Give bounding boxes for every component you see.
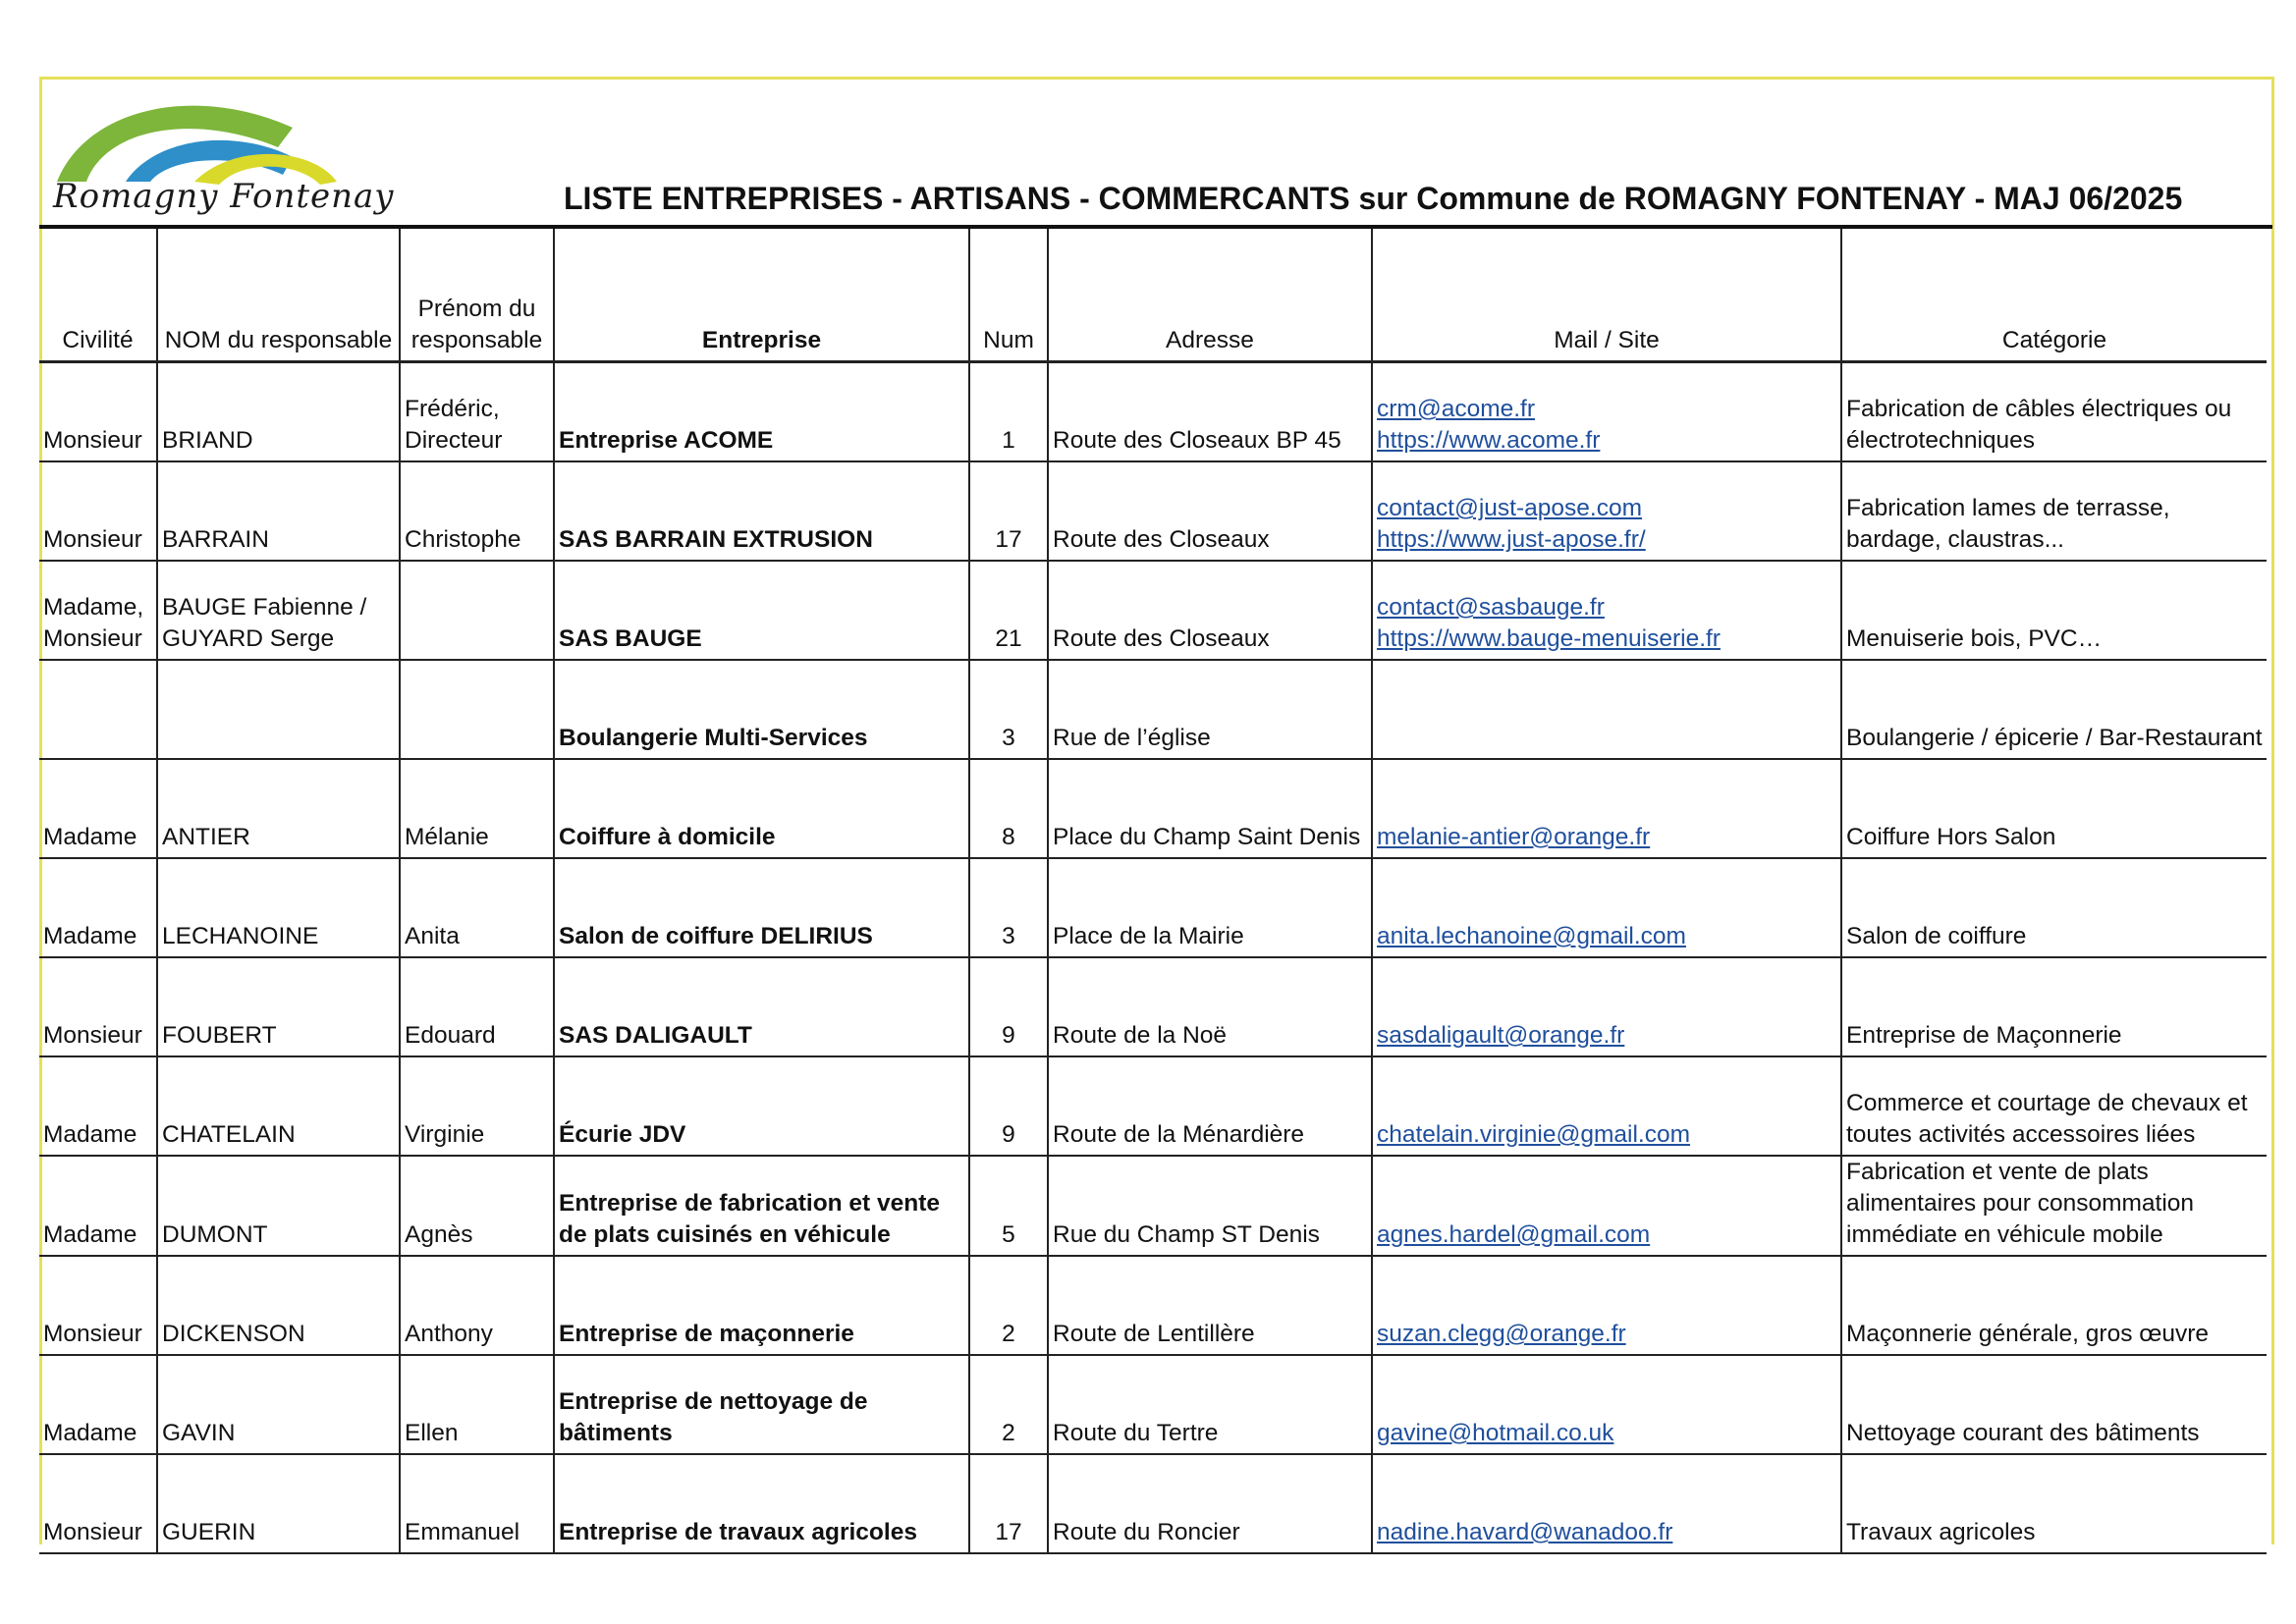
cell-adresse: Route des Closeaux (1048, 461, 1372, 561)
cell-civilite: Madame (39, 1056, 157, 1156)
cell-civilite: Monsieur (39, 1256, 157, 1355)
cell-prenom: Christophe (400, 461, 554, 561)
email-link[interactable]: agnes.hardel@gmail.com (1377, 1221, 1651, 1248)
table-row (39, 362, 2267, 462)
cell-categorie: Entreprise de Maçonnerie (1841, 957, 2267, 1056)
col-header-nom: NOM du responsable (157, 229, 400, 362)
cell-num: 17 (969, 461, 1048, 561)
cell-mail-site (1372, 1355, 1841, 1454)
cell-entreprise: SAS BAUGE (554, 561, 969, 660)
cell-entreprise: Salon de coiffure DELIRIUS (554, 858, 969, 957)
cell-num: 5 (969, 1156, 1048, 1256)
cell-categorie: Fabrication et vente de plats alimentaires pour consommation immédiate en véhicule mobile (1841, 1156, 2267, 1256)
cell-nom: BARRAIN (157, 461, 400, 561)
cell-prenom (400, 660, 554, 759)
cell-nom: GAVIN (157, 1355, 400, 1454)
cell-adresse: Place de la Mairie (1048, 858, 1372, 957)
cell-mail-site (1372, 957, 1841, 1056)
cell-num: 21 (969, 561, 1048, 660)
cell-num: 2 (969, 1256, 1048, 1355)
cell-nom: ANTIER (157, 759, 400, 858)
table-row (39, 759, 2267, 858)
cell-entreprise: Entreprise ACOME (554, 362, 969, 462)
cell-adresse: Route du Roncier (1048, 1454, 1372, 1553)
cell-adresse: Route de la Noë (1048, 957, 1372, 1056)
table-row (39, 461, 2267, 561)
cell-mail-site (1372, 759, 1841, 858)
cell-civilite: Monsieur (39, 461, 157, 561)
cell-categorie: Boulangerie / épicerie / Bar-Restaurant (1841, 660, 2267, 759)
cell-mail-site (1372, 362, 1841, 462)
website-link[interactable]: https://www.just-apose.fr/ (1377, 526, 1646, 553)
logo-text: Romagny Fontenay (53, 177, 395, 216)
cell-categorie: Menuiserie bois, PVC… (1841, 561, 2267, 660)
email-link[interactable]: nadine.havard@wanadoo.fr (1377, 1519, 1673, 1545)
table-row (39, 957, 2267, 1056)
cell-nom (157, 660, 400, 759)
cell-nom: CHATELAIN (157, 1056, 400, 1156)
email-link[interactable]: melanie-antier@orange.fr (1377, 824, 1651, 850)
table-row (39, 858, 2267, 957)
cell-civilite: Madame (39, 1355, 157, 1454)
cell-prenom: Frédéric, Directeur (400, 362, 554, 462)
cell-num: 3 (969, 858, 1048, 957)
email-link[interactable]: suzan.clegg@orange.fr (1377, 1321, 1626, 1347)
cell-categorie: Maçonnerie générale, gros œuvre (1841, 1256, 2267, 1355)
cell-entreprise: Entreprise de fabrication et vente de plats cuisinés en véhicule (554, 1156, 969, 1256)
cell-civilite: Madame (39, 759, 157, 858)
col-header-adresse: Adresse (1048, 229, 1372, 362)
cell-prenom: Anita (400, 858, 554, 957)
cell-adresse: Route des Closeaux (1048, 561, 1372, 660)
cell-num: 9 (969, 1056, 1048, 1156)
cell-mail-site (1372, 1156, 1841, 1256)
cell-categorie: Fabrication de câbles électriques ou électrotechniques (1841, 362, 2267, 462)
cell-nom: LECHANOINE (157, 858, 400, 957)
website-link[interactable]: https://www.bauge-menuiserie.fr (1377, 625, 1721, 652)
cell-categorie: Salon de coiffure (1841, 858, 2267, 957)
cell-prenom (400, 561, 554, 660)
email-link[interactable]: gavine@hotmail.co.uk (1377, 1420, 1614, 1446)
email-link[interactable]: anita.lechanoine@gmail.com (1377, 923, 1686, 949)
cell-categorie: Fabrication lames de terrasse, bardage, claustras... (1841, 461, 2267, 561)
table-row (39, 561, 2267, 660)
cell-num: 3 (969, 660, 1048, 759)
cell-nom: BAUGE Fabienne / GUYARD Serge (157, 561, 400, 660)
cell-mail-site (1372, 660, 1841, 759)
table-row (39, 1156, 2267, 1256)
table-row (39, 1256, 2267, 1355)
col-header-num: Num (969, 229, 1048, 362)
cell-mail-site (1372, 1454, 1841, 1553)
cell-mail-site (1372, 1056, 1841, 1156)
email-link[interactable]: chatelain.virginie@gmail.com (1377, 1121, 1691, 1148)
cell-prenom: Anthony (400, 1256, 554, 1355)
cell-prenom: Agnès (400, 1156, 554, 1256)
cell-adresse: Route des Closeaux BP 45 (1048, 362, 1372, 462)
cell-entreprise: Boulangerie Multi-Services (554, 660, 969, 759)
cell-civilite: Madame (39, 1156, 157, 1256)
cell-civilite (39, 660, 157, 759)
cell-mail-site (1372, 561, 1841, 660)
cell-entreprise: SAS DALIGAULT (554, 957, 969, 1056)
cell-categorie: Travaux agricoles (1841, 1454, 2267, 1553)
cell-adresse: Place du Champ Saint Denis (1048, 759, 1372, 858)
cell-num: 1 (969, 362, 1048, 462)
cell-categorie: Nettoyage courant des bâtiments (1841, 1355, 2267, 1454)
table-header-row (39, 229, 2267, 362)
cell-adresse: Route de la Ménardière (1048, 1056, 1372, 1156)
cell-num: 2 (969, 1355, 1048, 1454)
table-row (39, 1355, 2267, 1454)
cell-entreprise: Entreprise de nettoyage de bâtiments (554, 1355, 969, 1454)
cell-adresse: Route du Tertre (1048, 1355, 1372, 1454)
email-link[interactable]: contact@just-apose.com (1377, 495, 1642, 521)
cell-num: 8 (969, 759, 1048, 858)
col-header-mail-site: Mail / Site (1372, 229, 1841, 362)
cell-adresse: Route de Lentillère (1048, 1256, 1372, 1355)
cell-entreprise: Entreprise de travaux agricoles (554, 1454, 969, 1553)
cell-civilite: Monsieur (39, 1454, 157, 1553)
cell-prenom: Emmanuel (400, 1454, 554, 1553)
cell-prenom: Edouard (400, 957, 554, 1056)
cell-num: 17 (969, 1454, 1048, 1553)
col-header-prenom: Prénom du responsable (400, 229, 554, 362)
cell-entreprise: Écurie JDV (554, 1056, 969, 1156)
cell-adresse: Rue du Champ ST Denis (1048, 1156, 1372, 1256)
cell-mail-site (1372, 461, 1841, 561)
col-header-entreprise: Entreprise (554, 229, 969, 362)
cell-num: 9 (969, 957, 1048, 1056)
cell-adresse: Rue de l’église (1048, 660, 1372, 759)
email-link[interactable]: crm@acome.fr (1377, 396, 1535, 422)
logo-green-arc (57, 106, 293, 182)
cell-prenom: Virginie (400, 1056, 554, 1156)
companies-table (39, 229, 2267, 1554)
email-link[interactable]: sasdaligault@orange.fr (1377, 1022, 1625, 1049)
cell-civilite: Monsieur (39, 362, 157, 462)
cell-entreprise: Coiffure à domicile (554, 759, 969, 858)
page-title: LISTE ENTREPRISES - ARTISANS - COMMERCANTS sur Commune de ROMAGNY FONTENAY - MAJ 06/2025 (564, 181, 2183, 216)
cell-nom: FOUBERT (157, 957, 400, 1056)
table-row (39, 1056, 2267, 1156)
cell-mail-site (1372, 1256, 1841, 1355)
cell-entreprise: SAS BARRAIN EXTRUSION (554, 461, 969, 561)
col-header-categorie: Catégorie (1841, 229, 2267, 362)
email-link[interactable]: contact@sasbauge.fr (1377, 594, 1605, 621)
cell-categorie: Commerce et courtage de chevaux et toutes activités accessoires liées (1841, 1056, 2267, 1156)
cell-nom: GUERIN (157, 1454, 400, 1553)
cell-civilite: Monsieur (39, 957, 157, 1056)
cell-mail-site (1372, 858, 1841, 957)
cell-entreprise: Entreprise de maçonnerie (554, 1256, 969, 1355)
col-header-civilite: Civilité (39, 229, 157, 362)
cell-civilite: Madame (39, 858, 157, 957)
cell-prenom: Mélanie (400, 759, 554, 858)
cell-nom: DICKENSON (157, 1256, 400, 1355)
website-link[interactable]: https://www.acome.fr (1377, 427, 1601, 454)
cell-prenom: Ellen (400, 1355, 554, 1454)
cell-nom: BRIAND (157, 362, 400, 462)
table-row (39, 660, 2267, 759)
cell-civilite: Madame, Monsieur (39, 561, 157, 660)
cell-nom: DUMONT (157, 1156, 400, 1256)
cell-categorie: Coiffure Hors Salon (1841, 759, 2267, 858)
table-row (39, 1454, 2267, 1553)
